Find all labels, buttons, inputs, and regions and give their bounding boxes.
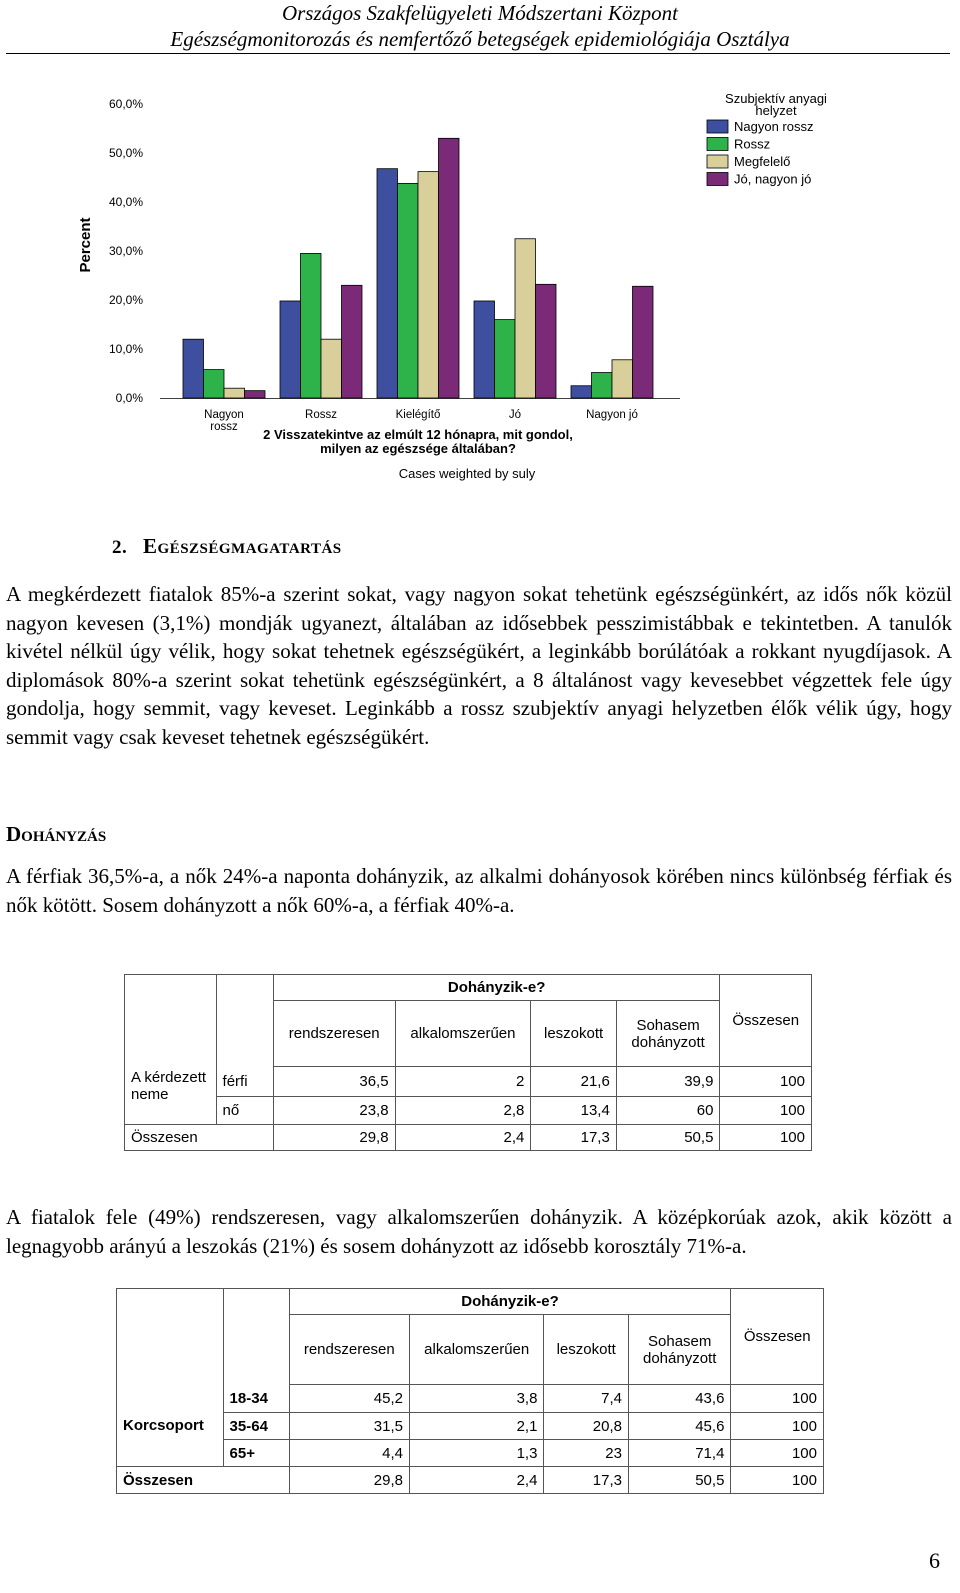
table-cell: 2,1 (410, 1413, 544, 1440)
x-tick-label: Nagyon (204, 409, 244, 421)
bar (612, 360, 633, 398)
bar-chart (0, 60, 960, 500)
table-cell: 100 (731, 1413, 824, 1440)
table-row (117, 1440, 824, 1467)
table1-col-header: rendszeresen (273, 1001, 395, 1067)
section-title-rest: GÉSZSÉGMAGATARTÁS (157, 541, 342, 557)
table-cell: 13,4 (531, 1097, 616, 1125)
table2-col-header: alkalomszerűen (410, 1315, 544, 1385)
table-cell: 2 (395, 1067, 531, 1097)
bar (224, 388, 245, 398)
y-tick-label: 10,0% (108, 342, 143, 356)
table-cell: 17,3 (544, 1467, 629, 1494)
table2-row-label: 35-64 (223, 1413, 289, 1440)
table1-col-header: alkalomszerűen (395, 1001, 531, 1067)
section-number: 2. (112, 537, 128, 558)
table-cell: 2,4 (395, 1125, 531, 1151)
table1-total-label: Összesen (125, 1125, 274, 1151)
smoking-title-rest: OHÁNYZÁS (21, 829, 107, 845)
x-axis-title: 2 Visszatekintve az elmúlt 12 hónapra, mit gondol, (263, 427, 573, 442)
table2-row-label: 65+ (223, 1440, 289, 1467)
table-cell: 29,8 (273, 1125, 395, 1151)
section-heading-health-behaviour (112, 534, 342, 559)
legend-swatch (707, 120, 728, 133)
table-cell: 36,5 (273, 1067, 395, 1097)
legend-label: Megfelelő (734, 154, 791, 169)
table-cell: 50,5 (616, 1125, 720, 1151)
table2-group-header: Dohányzik-e? (289, 1289, 731, 1315)
table-cell: 1,3 (410, 1440, 544, 1467)
table-cell: 71,4 (628, 1440, 730, 1467)
table-cell: 17,3 (531, 1125, 616, 1151)
table2-col-total: Összesen (731, 1289, 824, 1385)
x-axis-title: milyen az egészsége általában? (320, 441, 516, 456)
table-cell: 31,5 (289, 1413, 409, 1440)
y-tick-label: 0,0% (115, 391, 143, 405)
bar (439, 138, 460, 398)
bar (515, 239, 536, 398)
table1-row-group-label: A kérdezett neme (125, 1067, 217, 1125)
table1-col-header: Sohasem dohányzott (616, 1001, 720, 1067)
table-cell: 100 (731, 1467, 824, 1494)
table-cell: 29,8 (289, 1467, 409, 1494)
bar (398, 183, 419, 398)
table-cell: 3,8 (410, 1385, 544, 1413)
table-row (125, 1067, 812, 1097)
section-title-cap: E (143, 534, 158, 558)
legend-label: Jó, nagyon jó (734, 171, 812, 187)
table-row (125, 1097, 812, 1125)
table-cell: 100 (720, 1125, 812, 1151)
y-tick-label: 30,0% (108, 244, 143, 258)
y-tick-label: 50,0% (108, 146, 143, 160)
smoking-by-age-table (116, 1288, 824, 1494)
table-cell: 45,6 (628, 1413, 730, 1440)
x-tick-label: Nagyon jó (586, 409, 638, 421)
table-cell: 43,6 (628, 1385, 730, 1413)
bar (377, 169, 398, 398)
y-axis-label: Percent (77, 217, 94, 273)
bar (245, 391, 266, 398)
paragraph-age-groups: A fiatalok fele (49%) rendszeresen, vagy alkalomszerűen dohányzik. A középkorúak azok, akik között a legnagyobb arányú a leszokás (21%) és sosem dohányzott az idősebb korosztály 71%-a. (6, 1205, 952, 1258)
x-tick-label: Rossz (305, 409, 337, 421)
bar (495, 320, 516, 398)
legend-label: Nagyon rossz (734, 119, 814, 134)
legend-swatch (707, 173, 728, 186)
x-tick-label: Jó (508, 409, 522, 421)
smoking-by-sex-table (124, 974, 812, 1151)
legend-label: Rossz (734, 136, 771, 152)
table-row-total (117, 1467, 824, 1494)
bar (633, 286, 654, 398)
table-cell: 100 (731, 1440, 824, 1467)
table-cell: 45,2 (289, 1385, 409, 1413)
y-tick-label: 20,0% (108, 293, 143, 307)
header-institution: Országos Szakfelügyeleti Módszertani Központ (281, 1, 679, 25)
table-cell: 20,8 (544, 1413, 629, 1440)
table2-row-label: 18-34 (223, 1385, 289, 1413)
table-cell: 50,5 (628, 1467, 730, 1494)
header-department: Egészségmonitorozás és nemfertőző betegségek epidemiológiája Osztálya (170, 27, 790, 51)
weight-note: Cases weighted by suly (398, 466, 536, 481)
table-cell: 2,4 (410, 1467, 544, 1494)
table-cell: 7,4 (544, 1385, 629, 1413)
bar (204, 370, 225, 398)
table2-total-label: Összesen (117, 1467, 290, 1494)
legend-swatch (707, 138, 728, 151)
legend-title: Szubjektív anyagi (725, 91, 827, 106)
legend-swatch (707, 155, 728, 168)
bar (183, 339, 204, 398)
table1-row-label: férfi (216, 1067, 273, 1097)
table1-group-header: Dohányzik-e? (273, 975, 720, 1001)
table-cell: 23,8 (273, 1097, 395, 1125)
table2-col-header: rendszeresen (289, 1315, 409, 1385)
table-cell: 60 (616, 1097, 720, 1125)
bar (474, 301, 495, 398)
bar (342, 285, 363, 398)
bar (321, 339, 342, 398)
table1-col-total: Összesen (720, 975, 812, 1067)
bar (418, 172, 439, 398)
table-row (117, 1413, 824, 1440)
header-rule (6, 53, 950, 54)
table-cell: 100 (720, 1067, 812, 1097)
table-row-total (125, 1125, 812, 1151)
legend-title: helyzet (755, 103, 797, 118)
table-cell: 2,8 (395, 1097, 531, 1125)
table-cell: 100 (731, 1385, 824, 1413)
table-cell: 23 (544, 1440, 629, 1467)
table-cell: 4,4 (289, 1440, 409, 1467)
bar (301, 253, 322, 398)
page-number: 6 (929, 1548, 940, 1573)
bar (280, 301, 301, 398)
y-tick-label: 60,0% (108, 97, 143, 111)
paragraph-health-behaviour: A megkérdezett fiatalok 85%-a szerint sokat, vagy nagyon sokat tehetünk egészségünkért, az idős nők közül nagyon kevesen (3,1%) mondják ugyanezt, általában az idősebbek pesszimistábbak e tekintetben. A tanulók kivétel nélkül úgy vélik, hogy sokat tehetnek egészségükért, a leginkább borúlátóak a rokkant nyugdíjasok. A diplomások 80%-a szerint sokat tehetünk egészségünkért, a 8 általánost vagy kevesebbet végzettek fele úgy gondolja, hogy semmit, vagy keveset. Leginkább a rossz szubjektív anyagi helyzetben élők vélik úgy, hogy semmit vagy csak keveset tehetnek egészségükért. (6, 582, 952, 749)
table1-row-label: nő (216, 1097, 273, 1125)
bar (571, 386, 592, 398)
x-tick-label: rossz (210, 421, 238, 433)
table-cell: 100 (720, 1097, 812, 1125)
x-tick-label: Kielégítő (395, 409, 441, 421)
table2-col-header: leszokott (544, 1315, 629, 1385)
table1-col-header: leszokott (531, 1001, 616, 1067)
section-heading-smoking (6, 822, 106, 847)
table-row (117, 1385, 824, 1413)
y-tick-label: 40,0% (108, 195, 143, 209)
bar (592, 373, 613, 398)
table2-col-header: Sohasem dohányzott (628, 1315, 730, 1385)
table2-row-group-label: Korcsoport (117, 1385, 224, 1467)
bar (536, 284, 557, 398)
table-cell: 21,6 (531, 1067, 616, 1097)
smoking-title-cap: D (6, 822, 22, 846)
paragraph-smoking: A férfiak 36,5%-a, a nők 24%-a naponta dohányzik, az alkalmi dohányosok körében nincs különbség férfiak és nők kötött. Sosem dohányzott a nők 60%-a, a férfiak 40%-a. (6, 864, 952, 917)
table-cell: 39,9 (616, 1067, 720, 1097)
